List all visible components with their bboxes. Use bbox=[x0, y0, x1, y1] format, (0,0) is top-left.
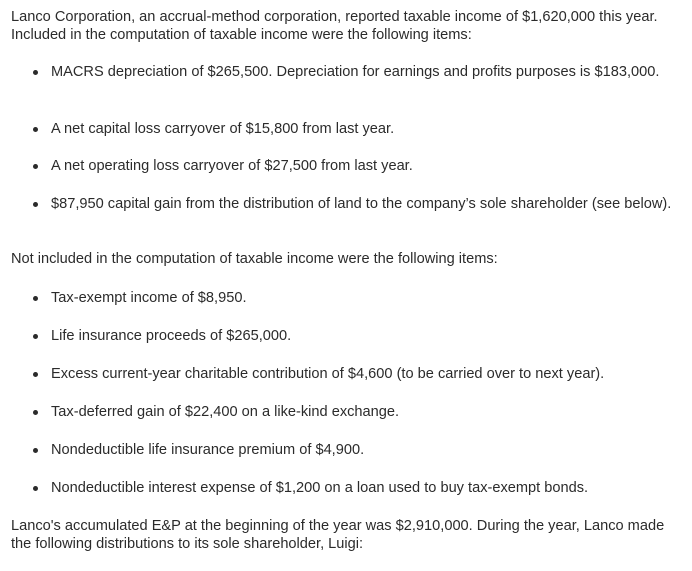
list-item: Tax-exempt income of $8,950. bbox=[33, 289, 673, 307]
list-item: Nondeductible life insurance premium of $4,900. bbox=[33, 441, 673, 459]
list-item: Nondeductible interest expense of $1,200 on a loan used to buy tax-exempt bonds. bbox=[33, 479, 673, 497]
bullet-icon bbox=[33, 448, 38, 453]
bullet-icon bbox=[33, 127, 38, 132]
bullet-icon bbox=[33, 202, 38, 207]
list-item: MACRS depreciation of $265,500. Depreciation for earnings and profits purposes is $183,000. bbox=[33, 63, 673, 81]
not-included-heading: Not included in the computation of taxable income were the following items: bbox=[11, 251, 498, 267]
list-item: A net capital loss carryover of $15,800 from last year. bbox=[33, 120, 673, 138]
bullet-icon bbox=[33, 164, 38, 169]
bullet-icon bbox=[33, 70, 38, 75]
list-item: Tax-deferred gain of $22,400 on a like-kind exchange. bbox=[33, 403, 673, 421]
list-item: A net operating loss carryover of $27,500 from last year. bbox=[33, 157, 673, 175]
bullet-icon bbox=[33, 296, 38, 301]
list-item: $87,950 capital gain from the distribution of land to the company’s sole shareholder (see below). bbox=[33, 195, 673, 213]
closing-paragraph: Lanco's accumulated E&P at the beginning of the year was $2,910,000. During the year, Lanco made the following distributions to its sole shareholder, Luigi: bbox=[11, 518, 665, 552]
list-item: Excess current-year charitable contribution of $4,600 (to be carried over to next year). bbox=[33, 365, 673, 383]
bullet-icon bbox=[33, 486, 38, 491]
bullet-icon bbox=[33, 372, 38, 377]
bullet-icon bbox=[33, 410, 38, 415]
intro-paragraph: Lanco Corporation, an accrual-method corporation, reported taxable income of $1,620,000 this year. Included in the computation of taxable income were the following items: bbox=[11, 9, 658, 43]
list-item: Life insurance proceeds of $265,000. bbox=[33, 327, 673, 345]
bullet-icon bbox=[33, 334, 38, 339]
